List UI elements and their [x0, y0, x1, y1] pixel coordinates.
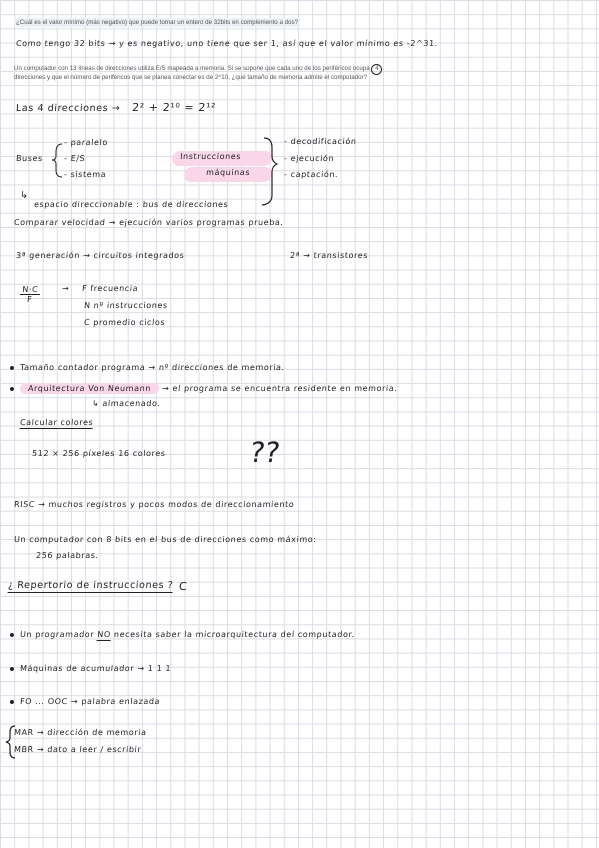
comparar-text: Comparar velocidad → ejecución varios programas prueba. [13, 218, 284, 227]
pixeles-text: 512 × 256 píxeles 16 colores [31, 449, 166, 458]
programador-no: NO [97, 630, 112, 639]
von-neumann-highlight: Arquitectura Von Neumann [20, 383, 160, 394]
programador-text-a: Un programador [19, 630, 95, 639]
fraction-numerator: N·C [20, 285, 41, 295]
repertorio-mark: C [178, 580, 188, 593]
circled-number: 4 [371, 64, 382, 75]
computador-line-1: Un computador con 8 bits en el bus de direcciones como máximo: [13, 535, 317, 544]
repertorio-text: ¿ Repertorio de instrucciones ? [7, 580, 174, 591]
question-2-line-1-text: Un computador con 13 líneas de direcciones utiliza E/S mapeada a memoria. Si se supone que cada uno de los periféricos ocupa [14, 65, 370, 72]
answer-2-formula: 2² + 2¹⁰ = 2¹² [131, 101, 217, 114]
bus-item-es: - E/S [63, 154, 86, 163]
palabra-text: FO ... OOC → palabra enlazada [19, 697, 161, 706]
instrucciones-line-1: Instrucciones [171, 151, 272, 166]
fraction-item-c: C promedio ciclos [83, 318, 166, 327]
fraction-item-n: N nº instrucciones [83, 301, 169, 310]
risc-text: RISC → muchos registros y pocos modos de direccionamiento [13, 500, 295, 509]
answer-1-text: Como tengo 32 bits → y es negativo, uno tiene que ser 1, así que el valor mínimo es -2^31. [15, 39, 439, 48]
question-1-text: ¿Cuál es el valor mínimo (más negativo) que puede tomar un entero de 32bits en complemento a dos? [16, 19, 299, 26]
espacio-text: espacio direccionable : bus de direcciones [33, 200, 229, 209]
instrucciones-line-2: máquinas [183, 167, 272, 182]
instr-item-decodificacion: - decodificación [283, 137, 357, 146]
von-neumann-rest: → el programa se encuentra residente en memoria. [161, 384, 398, 393]
answer-2-label: Las 4 direcciones → [15, 103, 121, 114]
fraction-arrow: → [61, 284, 70, 293]
bullet-tamano-text: Tamaño contador programa → nº direcciones de memoria. [19, 363, 286, 372]
generacion-text: 3ª generación → circuitos integrados [15, 251, 185, 260]
fraction-item-f: F frecuencia [81, 284, 139, 293]
bus-item-sistema: - sistema [63, 170, 107, 179]
acumulador-text: Máquinas de acumulador → 1 1 1 [19, 664, 172, 673]
mar-text: MAR → dirección de memoria [13, 728, 147, 737]
question-2-line-2: direcciones y que el número de periféricos que se planea conectar es de 2^10, ¿qué tamaño de memoria admite el computador? [14, 74, 368, 81]
instr-item-ejecucion: - ejecución [283, 154, 335, 163]
espacio-arrow: ↳ [19, 190, 29, 201]
buses-label: Buses [15, 154, 44, 163]
calcular-colores-text: Calcular colores [19, 418, 94, 427]
von-neumann-continuation: ↳ almacenado. [91, 399, 161, 408]
bus-item-paralelo: - paralelo [63, 138, 109, 147]
mbr-text: MBR → dato a leer / escribir [13, 745, 142, 754]
fraction-denominator: F [26, 295, 33, 304]
programador-text-b: necesita saber la microarquitectura del computador. [113, 630, 356, 639]
transistores-text: 2ª → transistores [289, 251, 369, 260]
question-marks: ?? [247, 436, 283, 469]
computador-line-2: 256 palabras. [35, 551, 100, 560]
instr-item-captacion: - captación. [283, 170, 339, 179]
